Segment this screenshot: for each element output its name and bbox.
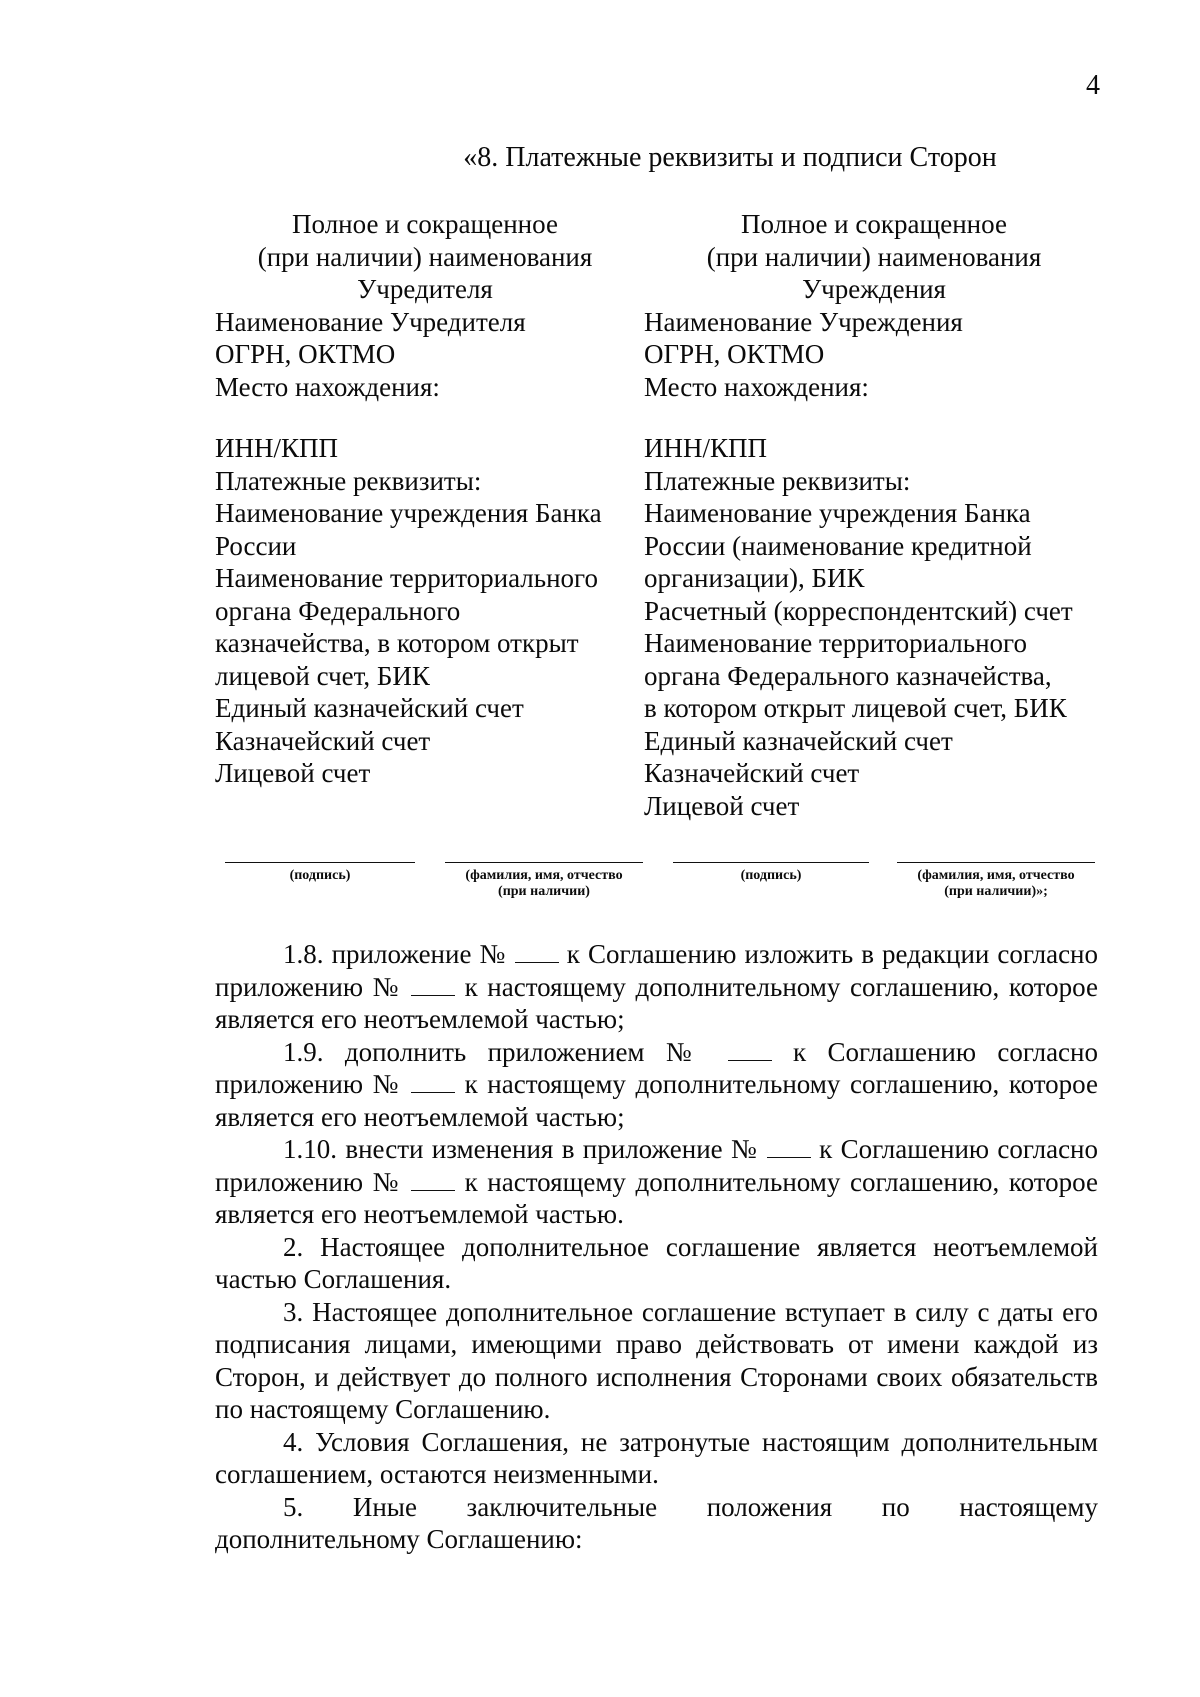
paragraph-text: к настоящему дополнительному соглашению, которое является его неотъемлемой частью; <box>215 971 1098 1034</box>
institution-signature-field <box>673 862 869 884</box>
institution-requisites-column <box>644 208 1104 822</box>
header-line: (при наличии) наименования <box>257 241 593 272</box>
requisite-line: ОГРН, ОКТМО <box>644 339 825 369</box>
founder-requisites-column <box>215 208 635 790</box>
header-line: Полное и сокращенное <box>292 209 558 239</box>
signature-line <box>225 862 415 863</box>
requisite-line: в котором открыт лицевой счет, БИК <box>644 693 1067 723</box>
paragraph-2: 2. Настоящее дополнительное соглашение является неотъемлемой частью Соглашения. <box>215 1231 1098 1294</box>
requisite-line: Наименование Учреждения <box>644 306 963 337</box>
requisite-line: Казначейский счет <box>644 758 860 788</box>
requisite-line: Место нахождения: <box>644 371 869 402</box>
paragraph-text: к настоящему дополнительному соглашению, которое является его неотъемлемой частью. <box>215 1166 1098 1229</box>
paragraph-5-continued: дополнительному Соглашению: <box>215 1524 583 1554</box>
paragraph-5: 5. Иные заключительные положения по настоящему <box>283 1491 1098 1522</box>
paragraph-text: 1.10. внести изменения в приложение № <box>283 1134 759 1164</box>
requisite-line: органа Федерального <box>215 595 461 626</box>
name-caption <box>897 868 1095 900</box>
paragraph-1-8 <box>215 938 1098 1036</box>
paragraph-text: к настоящему дополнительному соглашению, которое является его неотъемлемой частью; <box>215 1069 1098 1132</box>
requisite-line: Платежные реквизиты: <box>215 465 482 496</box>
amendment-paragraphs <box>215 938 1098 1556</box>
fill-in-blank <box>411 1070 455 1093</box>
institution-header <box>644 208 1104 306</box>
founder-signature-field <box>225 862 415 884</box>
paragraph-text: к Соглашению согласно приложению № <box>215 1134 1099 1197</box>
requisite-line: лицевой счет, БИК <box>215 660 430 691</box>
paragraph-text: к Соглашению изложить в редакции согласно приложению № <box>215 939 1099 1002</box>
fill-in-blank <box>411 1168 455 1191</box>
name-caption-line: (при наличии)»; <box>944 884 1048 899</box>
requisite-line: органа Федерального казначейства, <box>644 660 1052 691</box>
signature-line <box>445 862 643 863</box>
requisite-line: Наименование учреждения Банка <box>644 498 1031 528</box>
requisite-line: Единый казначейский счет <box>644 725 953 756</box>
header-line: Полное и сокращенное <box>741 209 1007 239</box>
signature-block <box>225 862 1105 910</box>
paragraph-3: 3. Настоящее дополнительное соглашение вступает в силу с даты его подписания лицами, имеющими право действовать от имени каждой из Сторон, и действует до полного исполнения Сторонами своих обязательств по настоящему Соглашению. <box>215 1296 1098 1424</box>
requisite-line: Наименование Учредителя <box>215 306 526 337</box>
page-number: 4 <box>1086 70 1100 101</box>
requisite-line: России <box>215 530 297 561</box>
founder-header <box>215 208 635 306</box>
founder-name-field <box>445 862 643 900</box>
paragraph-4: 4. Условия Соглашения, не затронутые настоящим дополнительным соглашением, остаются неизменными. <box>215 1426 1098 1489</box>
paragraph-text: 1.9. дополнить приложением № <box>283 1036 707 1067</box>
signature-caption: (подпись) <box>740 868 802 883</box>
signature-line <box>673 862 869 863</box>
signature-caption: (подпись) <box>289 868 351 883</box>
fill-in-blank <box>728 1038 772 1061</box>
paragraph-text: 1.8. приложение № <box>283 939 507 969</box>
requisite-line: Лицевой счет <box>644 790 800 821</box>
header-line: Учреждения <box>802 274 946 304</box>
requisite-line: Расчетный (корреспондентский) счет <box>644 595 1073 626</box>
requisite-line: Единый казначейский счет <box>215 693 524 723</box>
name-caption-line: (фамилия, имя, отчество <box>465 868 623 883</box>
requisite-line: ИНН/КПП <box>644 433 768 463</box>
section-title: «8. Платежные реквизиты и подписи Сторон <box>463 142 997 173</box>
header-line: Учредителя <box>357 274 493 304</box>
requisite-line: Место нахождения: <box>215 371 440 402</box>
requisite-line: Наименование территориального <box>215 563 598 593</box>
requisite-line: Казначейский счет <box>215 725 431 756</box>
paragraph-1-10 <box>215 1133 1098 1231</box>
fill-in-blank <box>411 973 455 996</box>
requisite-line: Платежные реквизиты: <box>644 465 911 496</box>
requisite-line: Наименование учреждения Банка <box>215 498 602 528</box>
requisite-line: организации), БИК <box>644 563 865 593</box>
institution-name-field <box>897 862 1095 900</box>
name-caption-line: (фамилия, имя, отчество <box>917 868 1075 883</box>
fill-in-blank <box>767 1135 811 1158</box>
requisite-line: ОГРН, ОКТМО <box>215 339 396 369</box>
name-caption <box>445 868 643 900</box>
requisite-line: казначейства, в котором открыт <box>215 628 579 658</box>
fill-in-blank <box>515 940 559 963</box>
paragraph-text: к Соглашению согласно приложению № <box>215 1036 1098 1099</box>
paragraph-1-9 <box>215 1036 1098 1134</box>
requisite-line: ИНН/КПП <box>215 433 339 463</box>
requisite-line: Наименование территориального <box>644 628 1027 658</box>
name-caption-line: (при наличии) <box>498 884 590 899</box>
signature-line <box>897 862 1095 863</box>
requisite-line: России (наименование кредитной <box>644 530 1032 561</box>
header-line: (при наличии) наименования <box>706 241 1042 272</box>
requisite-line: Лицевой счет <box>215 758 371 788</box>
